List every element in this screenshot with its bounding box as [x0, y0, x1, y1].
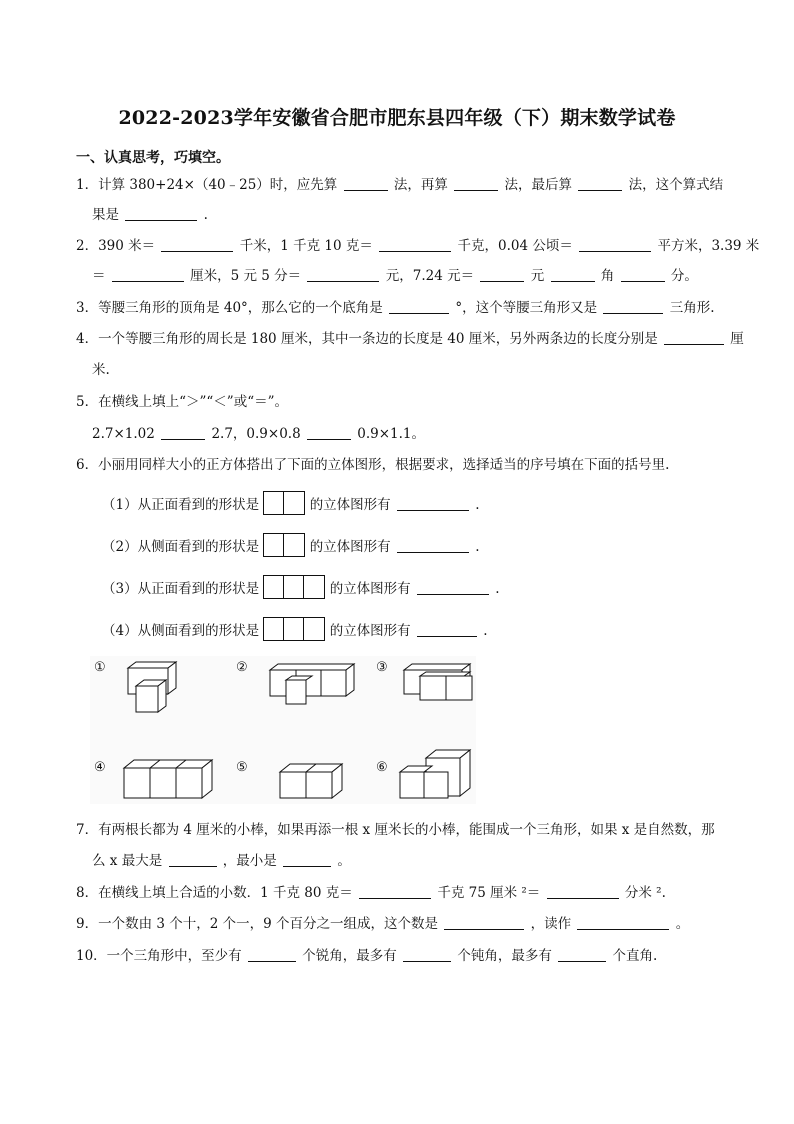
question-text: 2.7×1.02	[92, 426, 155, 442]
answer-blank[interactable]	[161, 237, 233, 252]
question-text: （4）从侧面看到的形状是	[102, 623, 260, 639]
answer-blank[interactable]	[389, 299, 449, 314]
question-text: 的立体图形有	[329, 581, 411, 597]
question-text: 厘米，5 元 5 分＝	[190, 268, 302, 284]
answer-blank[interactable]	[344, 176, 388, 191]
question-3	[76, 298, 715, 318]
page-title: 2022-2023学年安徽省合肥市肥东县四年级（下）期末数学试卷	[118, 107, 676, 129]
question-text: .	[203, 207, 208, 223]
question-text: .	[495, 581, 500, 597]
answer-blank[interactable]	[397, 538, 469, 553]
question-text: ，最小是	[222, 853, 277, 869]
answer-blank[interactable]	[403, 947, 451, 962]
question-text: 。	[337, 853, 351, 869]
question-6-sub-1	[102, 491, 480, 515]
answer-blank[interactable]	[547, 884, 619, 899]
answer-blank[interactable]	[397, 496, 469, 511]
answer-blank[interactable]	[283, 852, 331, 867]
question-text: .	[475, 539, 480, 555]
cube-figure-4	[120, 756, 216, 802]
answer-blank[interactable]	[359, 884, 431, 899]
question-2-line-1	[76, 236, 759, 256]
question-7-line-1: 7．有两根长都为 4 厘米的小棒，如果再添一根 x 厘米长的小棒，能围成一个三角形，如果 x 是自然数，那	[76, 822, 715, 838]
question-text: 10．一个三角形中，至少有	[76, 948, 242, 964]
question-text: （2）从侧面看到的形状是	[102, 539, 260, 555]
three-square-view-icon	[263, 617, 325, 641]
two-square-view-icon	[263, 491, 305, 515]
answer-blank[interactable]	[621, 267, 665, 282]
question-text: ，读作	[530, 916, 572, 932]
two-square-view-icon	[263, 533, 305, 557]
question-5-expressions	[92, 424, 425, 444]
question-text: 平方米，3.39 米	[657, 238, 760, 254]
cube-figure-3	[400, 662, 476, 704]
answer-blank[interactable]	[664, 330, 724, 345]
question-text: 千克，0.04 公顷＝	[457, 238, 573, 254]
answer-blank[interactable]	[379, 237, 451, 252]
answer-blank[interactable]	[307, 267, 379, 282]
question-9	[76, 914, 689, 934]
question-text: 2.7，0.9×0.8	[211, 426, 301, 442]
question-text: 元	[530, 268, 545, 284]
question-text: 8．在横线上填上合适的小数．1 千克 80 克＝	[76, 885, 353, 901]
question-2-line-2	[92, 266, 698, 286]
three-square-view-icon	[263, 575, 325, 599]
question-text: 个锐角，最多有	[302, 948, 397, 964]
question-5-prompt: 5．在横线上填上“＞”“＜”或“＝”。	[76, 394, 288, 410]
answer-blank[interactable]	[248, 947, 296, 962]
answer-blank[interactable]	[112, 267, 184, 282]
answer-blank[interactable]	[551, 267, 595, 282]
question-text: 1．计算 380+24×（40﹣25）时，应先算	[76, 177, 338, 193]
question-10	[76, 946, 657, 966]
figure-label: ①	[94, 660, 106, 675]
question-text: 。	[675, 916, 690, 932]
question-7-line-2	[92, 851, 351, 871]
cube-figure-5	[276, 756, 346, 802]
cube-figure-2	[266, 660, 360, 706]
question-text: 2．390 米＝	[76, 238, 156, 254]
figure-label: ④	[94, 760, 106, 775]
question-text: 法，最后算	[504, 177, 572, 193]
question-text: 米.	[92, 362, 110, 378]
question-6-sub-2	[102, 533, 480, 557]
question-text: 的立体图形有	[309, 497, 391, 513]
question-text: 分米 ².	[624, 885, 666, 901]
question-text: 三角形.	[669, 300, 715, 316]
answer-blank[interactable]	[577, 915, 669, 930]
cube-figure-6	[396, 748, 474, 802]
section-heading: 一、认真思考，巧填空。	[76, 150, 230, 166]
question-1-line-2	[92, 205, 208, 225]
question-text: 角	[600, 268, 615, 284]
question-text: 4．一个等腰三角形的周长是 180 厘米，其中一条边的长度是 40 厘米，另外两条边的长度分别是	[76, 331, 658, 347]
question-text: （1）从正面看到的形状是	[102, 497, 260, 513]
question-text: 元，7.24 元＝	[385, 268, 475, 284]
question-text: 千克 75 厘米 ²＝	[437, 885, 541, 901]
question-text: 厘	[730, 331, 744, 347]
question-6-sub-4	[102, 617, 488, 641]
question-text: 的立体图形有	[329, 623, 411, 639]
question-text: 的立体图形有	[309, 539, 391, 555]
answer-blank[interactable]	[579, 237, 651, 252]
answer-blank[interactable]	[307, 425, 351, 440]
question-6-prompt: 6．小丽用同样大小的正方体搭出了下面的立体图形，根据要求，选择适当的序号填在下面的括号里.	[76, 457, 670, 473]
figure-label: ⑥	[376, 760, 388, 775]
cube-figures-panel	[90, 656, 476, 804]
question-text: ＝	[92, 268, 106, 284]
answer-blank[interactable]	[480, 267, 524, 282]
question-text: 个直角.	[612, 948, 658, 964]
figure-label: ②	[236, 660, 248, 675]
figure-label: ⑤	[236, 760, 248, 775]
question-text: .	[475, 497, 480, 513]
question-text: 么 x 最大是	[92, 853, 163, 869]
question-text: 0.9×1.1。	[357, 426, 426, 442]
answer-blank[interactable]	[578, 176, 622, 191]
question-4-line-2	[92, 360, 110, 380]
answer-blank[interactable]	[417, 580, 489, 595]
question-text: .	[483, 623, 488, 639]
question-text: 分。	[670, 268, 698, 284]
question-text: 法，再算	[393, 177, 448, 193]
question-text: 个钝角，最多有	[457, 948, 552, 964]
answer-blank[interactable]	[161, 425, 205, 440]
cube-figure-1	[120, 658, 190, 714]
question-1-line-1	[76, 175, 723, 195]
question-4-line-1	[76, 329, 744, 349]
answer-blank[interactable]	[125, 206, 197, 221]
answer-blank[interactable]	[169, 852, 217, 867]
answer-blank[interactable]	[558, 947, 606, 962]
question-text: 千米，1 千克 10 克＝	[239, 238, 373, 254]
figure-label: ③	[376, 660, 388, 675]
question-text: 果是	[92, 207, 119, 223]
question-text: （3）从正面看到的形状是	[102, 581, 260, 597]
answer-blank[interactable]	[603, 299, 663, 314]
answer-blank[interactable]	[417, 622, 477, 637]
answer-blank[interactable]	[444, 915, 524, 930]
question-text: °，这个等腰三角形又是	[455, 300, 598, 316]
question-text: 3．等腰三角形的顶角是 40°，那么它的一个底角是	[76, 300, 383, 316]
question-text: 法，这个算式结	[628, 177, 724, 193]
question-text: 9．一个数由 3 个十，2 个一，9 个百分之一组成，这个数是	[76, 916, 439, 932]
answer-blank[interactable]	[454, 176, 498, 191]
question-6-sub-3	[102, 575, 500, 599]
question-8	[76, 883, 666, 903]
